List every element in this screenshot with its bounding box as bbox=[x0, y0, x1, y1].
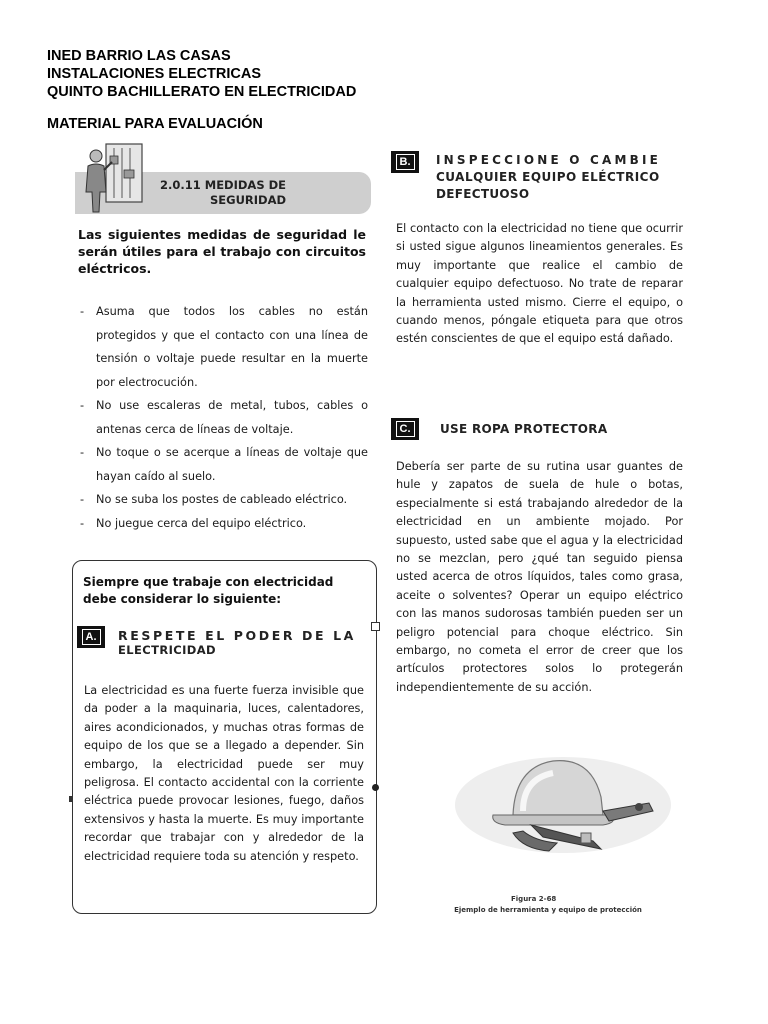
section-tab-title bbox=[160, 178, 360, 208]
box-connector bbox=[371, 622, 380, 631]
section-b-text: El contacto con la electricidad no tiene que ocurrir si usted sigue algunos lineamientos generales. Es muy importante que realice el cambio de cualquier equipo defectuoso. No trate de reparar la herramienta usted mismo. Cierre el equipo, o cuando menos, póngale etiqueta para que otros estén conscientes de que el equipo está dañado. bbox=[396, 222, 683, 346]
list-item: - No juegue cerca del equipo eléctrico. bbox=[78, 512, 368, 536]
section-c-text: Debería ser parte de su rutina usar guantes de hule y zapatos de suela de hule o botas, especialmente si está trabajando alrededor de la electricidad en un ambiente mojado. Por supuesto, usted sabe que el agua y la electricidad no se mezclan, pero ¿qué tan seguido piensa usted acerca de otros líquidos, tales como grasa, aceite o solventes? Operar un equipo eléctrico con las manos sudorosas también pueden ser un peligro potencial para choque eléctrico. Sin embargo, no cometa el error de creer que los artículos protectores solos lo protegerán independientemente de su acción. bbox=[396, 460, 683, 694]
section-c-badge: C. bbox=[389, 416, 421, 442]
tab-title-line1: 2.0.11 MEDIDAS DE bbox=[160, 178, 287, 192]
section-b-title: INSPECCIONE O CAMBIE CUALQUIER EQUIPO ELÉCTRICO DEFECTUOSO bbox=[436, 153, 662, 201]
grade-name: QUINTO BACHILLERATO EN ELECTRICIDAD bbox=[47, 84, 357, 100]
protective-equipment-figure bbox=[453, 745, 683, 865]
section-a-title: RESPETE EL PODER DE LA ELECTRICIDAD bbox=[118, 628, 356, 657]
lead-paragraph: Las siguientes medidas de seguridad le serán útiles para el trabajo con circuitos eléctricos. bbox=[78, 227, 366, 276]
document-header bbox=[47, 47, 356, 101]
list-item: - No toque o se acerque a líneas de voltaje que hayan caído al suelo. bbox=[78, 441, 368, 488]
figure-caption-text: Ejemplo de herramienta y equipo de protección bbox=[454, 906, 642, 914]
box-intro-text: Siempre que trabaje con electricidad debe considerar lo siguiente: bbox=[83, 575, 334, 606]
safety-measures-list bbox=[78, 300, 368, 535]
electrician-illustration bbox=[84, 142, 146, 216]
list-item: - No se suba los postes de cableado eléctrico. bbox=[78, 488, 368, 512]
box-connector bbox=[372, 784, 379, 791]
course-name: INSTALACIONES ELECTRICAS bbox=[47, 66, 262, 82]
section-a-badge: A. bbox=[75, 624, 107, 650]
tab-title-line2: SEGURIDAD bbox=[210, 193, 287, 207]
section-b-badge: B. bbox=[389, 149, 421, 175]
section-c-title: USE ROPA PROTECTORA bbox=[440, 422, 608, 436]
list-item: - Asuma que todos los cables no están protegidos y que el contacto con una línea de tensión o voltaje puede resultar en la muerte por electrocución. bbox=[78, 300, 368, 394]
document-subtitle: MATERIAL PARA EVALUACIÓN bbox=[47, 116, 263, 132]
box-connector bbox=[69, 796, 73, 802]
section-a-text: La electricidad es una fuerte fuerza invisible que da poder a la maquinaria, luces, calentadores, aires acondicionados, y muchas otras formas de equipo de los que se a llegado a depender. Sin embargo, la electricidad puede ser muy peligrosa. El contacto accidental con la corriente eléctrica puede provocar lesiones, fuego, daños extensivos y hasta la muerte. Es muy importante recordar que trabajar con y alrededor de la electricidad requiere toda su atención y respeto. bbox=[84, 684, 364, 863]
figure-caption-number: Figura 2-68 bbox=[511, 895, 557, 903]
list-item: - No use escaleras de metal, tubos, cables o antenas cerca de líneas de voltaje. bbox=[78, 394, 368, 441]
school-name: INED BARRIO LAS CASAS bbox=[47, 48, 231, 64]
